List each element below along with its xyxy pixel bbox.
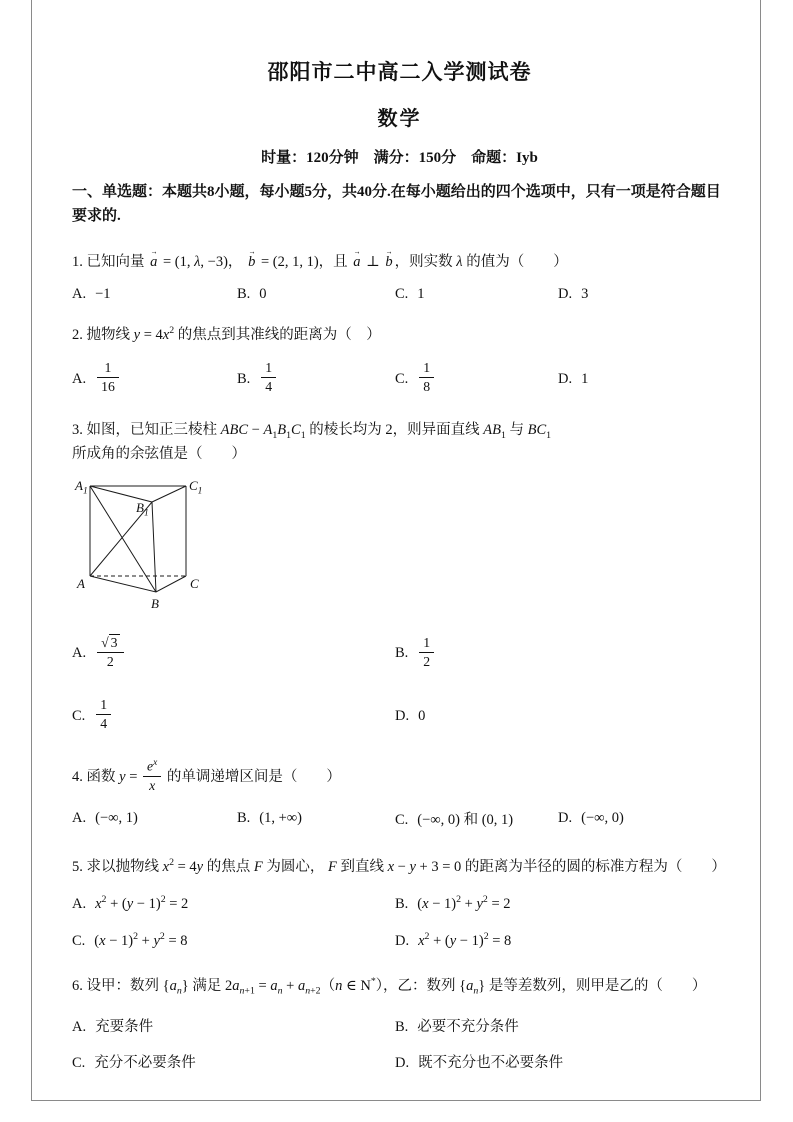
option-label: B.: [395, 896, 409, 913]
option-label: B.: [237, 810, 251, 827]
question-3-stem: 3. 如图，已知正三棱柱 ABC − $A_1B_1C_1$ 的棱长均为 2，则异面直线 $AB_1$ 与 $BC_1$ 所成角的余弦值是（ ）: [72, 422, 552, 463]
exam-meta: 时量：120分钟 满分：150分 命题：Iyb: [261, 150, 538, 166]
question-2-option-c: [395, 362, 558, 397]
vertex-label-c: C: [190, 575, 199, 591]
page-content: [72, 0, 727, 1072]
question-1-option-b: [237, 286, 395, 303]
option-value: $x^2 + (y - 1)^2 = 8$: [418, 931, 512, 950]
option-label: C.: [395, 812, 409, 829]
option-label: D.: [395, 933, 410, 950]
question-5-options: [72, 895, 727, 951]
option-value: 1: [581, 371, 589, 388]
question-2: [72, 323, 727, 397]
option-label: A.: [72, 810, 87, 827]
exam-title: 邵阳市二中高二入学测试卷: [267, 60, 532, 84]
question-4-option-a: [72, 810, 237, 827]
option-label: A.: [72, 896, 87, 913]
question-3-option-b: [395, 634, 727, 672]
question-4-options: [72, 808, 727, 829]
question-5-option-d: [395, 931, 727, 950]
vertex-label-c1: $C_1$: [189, 477, 203, 497]
question-2-options: [72, 362, 727, 397]
option-value: 0: [418, 708, 426, 725]
question-2-option-a: [72, 362, 237, 397]
question-5-option-a: [72, 895, 395, 914]
question-6-option-b: [395, 1015, 727, 1036]
option-label: A.: [72, 645, 87, 662]
option-label: D.: [558, 371, 573, 388]
question-3-option-c: [72, 699, 395, 734]
option-value: $(x - 1)^2 + y^2 = 8$: [94, 931, 188, 950]
question-5-option-c: [72, 931, 395, 950]
question-1-option-d: [558, 286, 727, 303]
question-3-option-a: [72, 634, 395, 672]
option-label: C.: [395, 371, 409, 388]
vertex-label-b: B: [151, 595, 159, 611]
question-4: [72, 760, 727, 829]
option-label: A.: [72, 371, 87, 388]
question-1-stem: 1. 已知向量 → a = (1, λ, −3)， → b = (2, 1, 1)，且 → a ⊥ → b ，则实数 λ 的值为（ ）: [72, 251, 727, 273]
option-label: C.: [395, 286, 409, 303]
section-1-heading: 一、单选题：本题共8小题，每小题5分，共40分.在每小题给出的四个选项中，只有一项是符合题目要求的.: [72, 184, 721, 225]
option-value: 既不充分也不必要条件: [418, 1055, 564, 1072]
vertex-label-a: A: [77, 575, 85, 591]
option-label: B.: [395, 1019, 409, 1036]
option-value: $x^2 + (y - 1)^2 = 2$: [95, 894, 189, 913]
question-1-options: [72, 286, 727, 303]
question-3-option-d: [395, 708, 727, 725]
question-6-options: [72, 1015, 727, 1072]
question-4-option-b: [237, 810, 395, 827]
question-1-option-a: [72, 286, 237, 303]
option-value: $\frac{1}{16}$: [95, 371, 121, 387]
question-3: [72, 419, 727, 734]
question-4-stem: 4. 函数 y = $\frac{e^x}{x}$ 的单调递增区间是（ ）: [72, 758, 341, 793]
option-value: 1: [417, 286, 425, 303]
question-6-option-c: [72, 1051, 395, 1072]
option-value: (1, +∞): [259, 810, 302, 827]
option-label: A.: [72, 1019, 87, 1036]
question-5-option-b: [395, 895, 727, 914]
question-6-stem: 6. 设甲：数列 $\{a_n\}$ 满足 $2a_{n+1} = a_n + a_{n+2}(n$ ∈ N*），乙：数列 $\{a_n\}$ 是等差数列，则甲是乙的（ ）: [72, 976, 707, 998]
question-4-option-c: [395, 808, 558, 829]
option-label: C.: [72, 708, 86, 725]
option-label: A.: [72, 286, 87, 303]
option-value: 0: [259, 286, 267, 303]
question-2-stem: 2. 抛物线 $y = 4x^2$ 的焦点到其准线的距离为（ ）: [72, 325, 381, 343]
option-label: D.: [558, 286, 573, 303]
option-label: D.: [395, 1055, 410, 1072]
option-label: B.: [237, 286, 251, 303]
question-5: [72, 855, 727, 950]
option-value: 3: [581, 286, 589, 303]
option-label: D.: [558, 810, 573, 827]
option-label: C.: [72, 1055, 86, 1072]
option-value: 必要不充分条件: [417, 1019, 519, 1036]
option-value: −1: [95, 286, 111, 303]
option-label: D.: [395, 708, 410, 725]
option-value: $(x - 1)^2 + y^2 = 2$: [417, 894, 511, 913]
exam-subject: 数学: [377, 108, 422, 130]
question-6: [72, 974, 727, 1072]
option-value: (−∞, 1): [95, 810, 138, 827]
question-3-figure: [74, 476, 727, 619]
option-value: $\frac{1}{8}$: [417, 371, 436, 387]
option-value: 充要条件: [95, 1019, 154, 1036]
vertex-label-a1: $A_1$: [75, 477, 88, 497]
option-label: B.: [237, 371, 251, 388]
prism-figure-svg: [74, 476, 204, 614]
option-value: $\frac{1}{4}$: [259, 371, 278, 387]
question-6-option-a: [72, 1015, 395, 1036]
option-value: 充分不必要条件: [94, 1055, 196, 1072]
vertex-label-b1: $B_1$: [136, 499, 149, 519]
option-label: B.: [395, 645, 409, 662]
option-label: C.: [72, 933, 86, 950]
question-1: [72, 251, 727, 303]
question-3-options: [72, 634, 727, 734]
question-5-stem: 5. 求以抛物线 $x^2 = 4y$ 的焦点 F 为圆心， F 到直线 x − y + 3 = 0 的距离为半径的圆的标准方程为（ ）: [72, 857, 726, 876]
question-4-option-d: [558, 810, 727, 827]
question-1-option-c: [395, 286, 558, 303]
question-2-option-d: [558, 371, 727, 388]
question-2-option-b: [237, 362, 395, 397]
option-value: (−∞, 0): [581, 810, 624, 827]
option-value: (−∞, 0) 和 (0, 1): [417, 812, 514, 829]
option-value: $\frac{1}{2}$: [417, 645, 436, 661]
question-6-option-d: [395, 1051, 727, 1072]
option-value: $\frac{1}{4}$: [94, 708, 113, 724]
option-value: $\frac{√ 3}{2}$: [95, 645, 125, 661]
